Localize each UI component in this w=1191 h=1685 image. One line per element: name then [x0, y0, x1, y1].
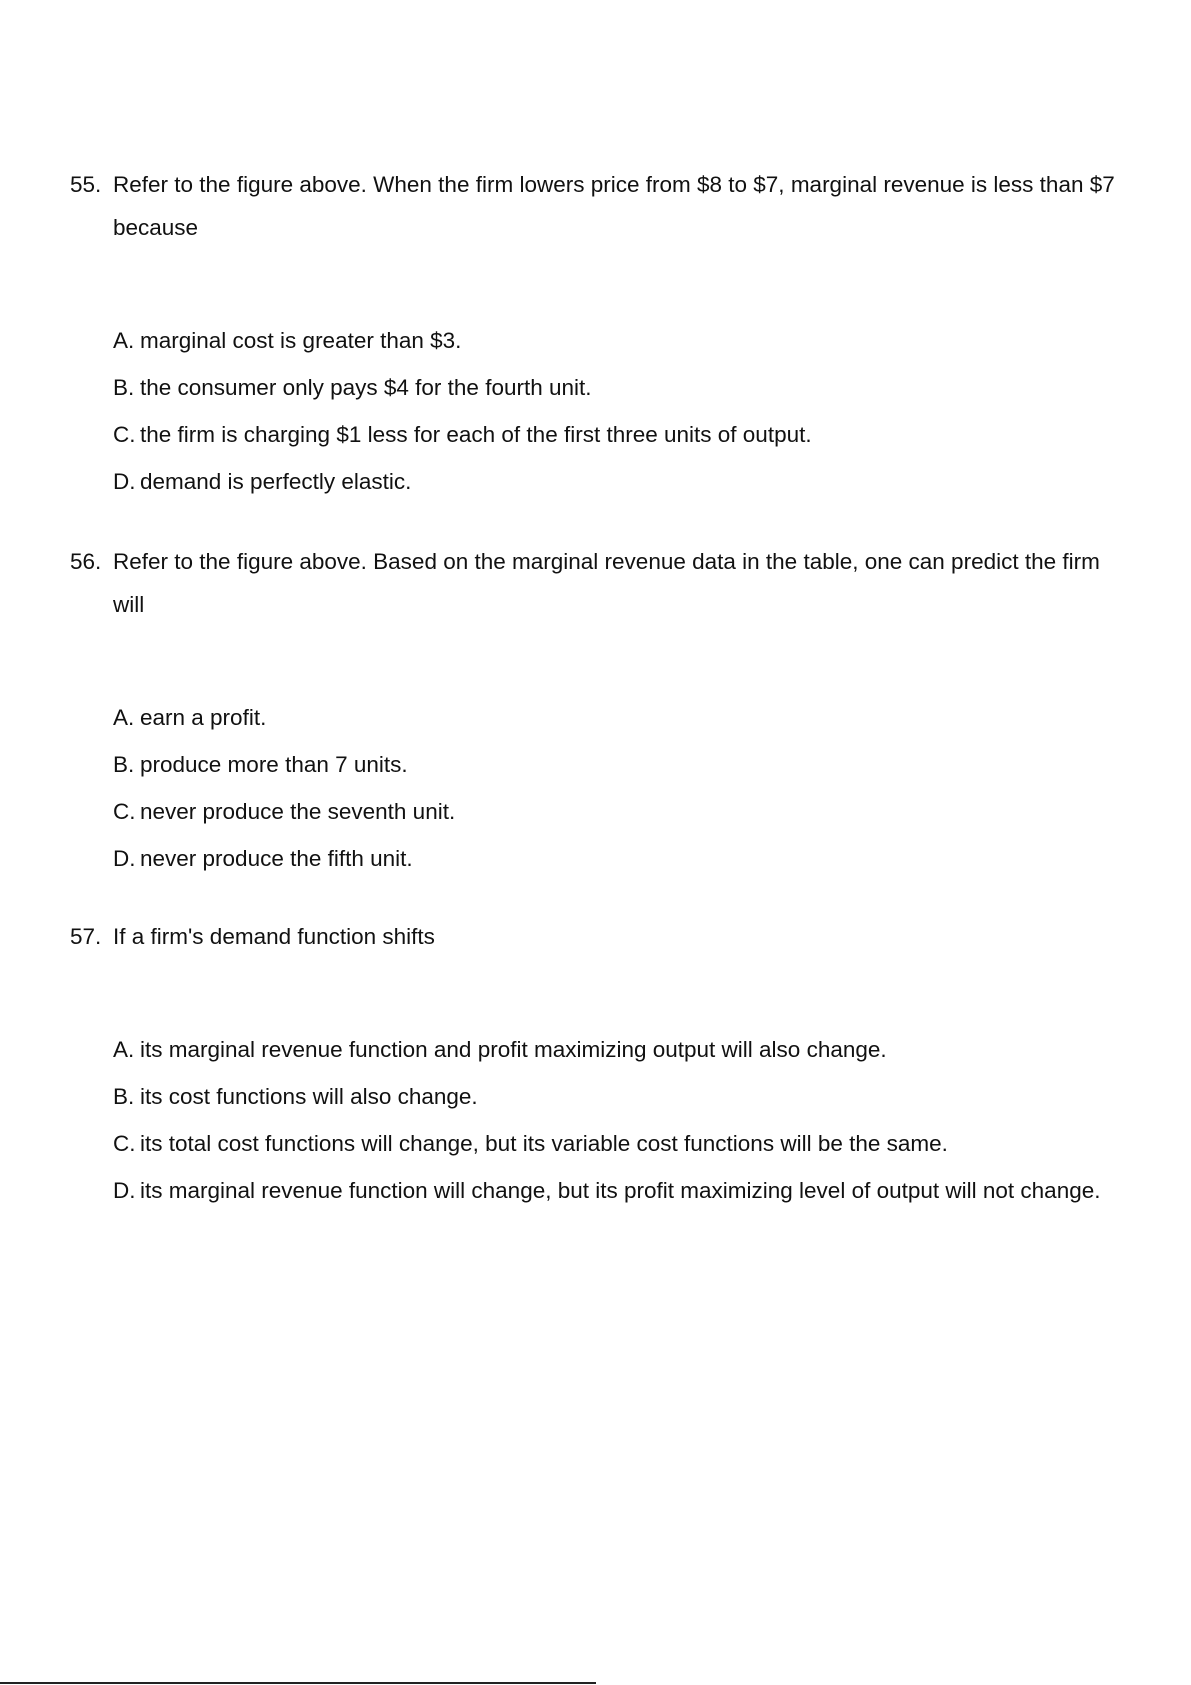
option-text: produce more than 7 units. — [140, 752, 408, 777]
option-d — [113, 460, 1130, 503]
option-letter: A. — [113, 1037, 135, 1062]
option-text: marginal cost is greater than $3. — [140, 328, 462, 353]
question-number: 55. — [70, 172, 102, 197]
question-number: 56. — [70, 549, 102, 574]
option-letter: D. — [113, 846, 136, 871]
option-letter: D. — [113, 1178, 136, 1203]
option-text: never produce the seventh unit. — [140, 799, 456, 824]
answer-options — [113, 1028, 1130, 1212]
option-text: its marginal revenue function and profit maximizing output will also change. — [140, 1037, 887, 1062]
option-letter: C. — [113, 799, 136, 824]
question-stem — [70, 163, 1130, 249]
answer-options — [113, 319, 1130, 503]
option-text: its total cost functions will change, but its variable cost functions will be the same. — [140, 1131, 948, 1156]
option-text: the consumer only pays $4 for the fourth unit. — [140, 375, 592, 400]
option-letter: A. — [113, 705, 135, 730]
option-a — [113, 696, 1130, 739]
option-text: earn a profit. — [140, 705, 267, 730]
option-c — [113, 1122, 1130, 1165]
option-letter: B. — [113, 375, 135, 400]
option-letter: C. — [113, 422, 136, 447]
question-text: Refer to the figure above. Based on the marginal revenue data in the table, one can predict the firm will — [113, 549, 1100, 617]
option-b — [113, 366, 1130, 409]
option-text: the firm is charging $1 less for each of the first three units of output. — [140, 422, 812, 447]
question-stem — [70, 915, 1130, 958]
option-a — [113, 319, 1130, 362]
question-55 — [70, 163, 1130, 507]
question-57 — [70, 915, 1130, 1216]
option-letter: A. — [113, 328, 135, 353]
option-c — [113, 413, 1130, 456]
option-text: demand is perfectly elastic. — [140, 469, 412, 494]
option-letter: B. — [113, 752, 135, 777]
option-text: its cost functions will also change. — [140, 1084, 478, 1109]
option-a — [113, 1028, 1130, 1071]
option-letter: D. — [113, 469, 136, 494]
question-56 — [70, 540, 1130, 884]
answer-options — [113, 696, 1130, 880]
option-letter: B. — [113, 1084, 135, 1109]
option-c — [113, 790, 1130, 833]
question-text: If a firm's demand function shifts — [113, 924, 435, 949]
option-letter: C. — [113, 1131, 136, 1156]
question-stem — [70, 540, 1130, 626]
option-b — [113, 1075, 1130, 1118]
option-b — [113, 743, 1130, 786]
question-number: 57. — [70, 924, 102, 949]
option-text: its marginal revenue function will change, but its profit maximizing level of output will not change. — [140, 1178, 1101, 1203]
footer-divider — [0, 1682, 596, 1684]
option-text: never produce the fifth unit. — [140, 846, 413, 871]
question-text: Refer to the figure above. When the firm lowers price from $8 to $7, marginal revenue is less than $7 because — [113, 172, 1115, 240]
option-d — [113, 837, 1130, 880]
option-d — [113, 1169, 1130, 1212]
